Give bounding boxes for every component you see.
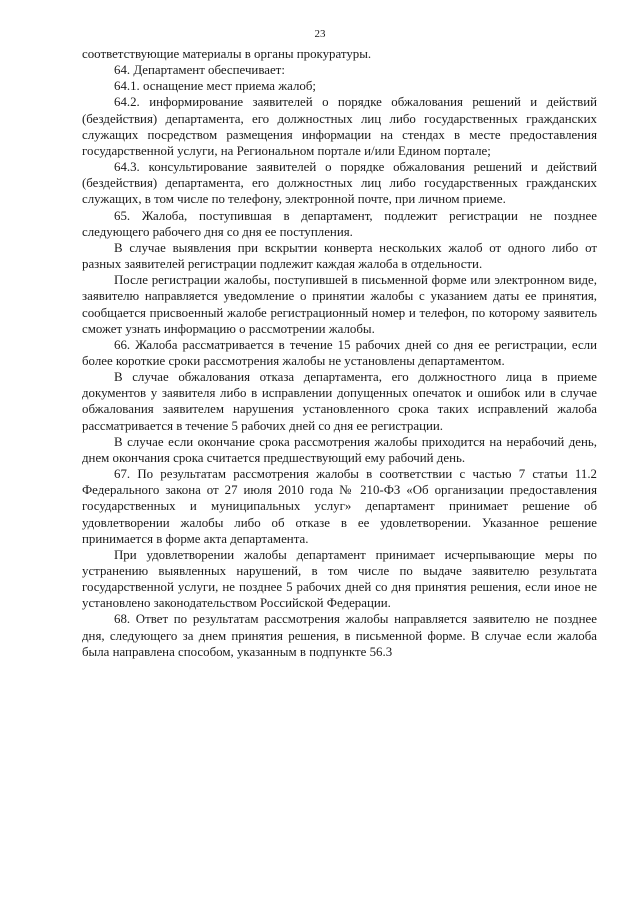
paragraph: 64.3. консультирование заявителей о порядке обжалования решений и действий (бездействия) департамента, его должностных лиц либо государственных гражданских служащих, в том числе по телефону, электронной почте, при личном приеме. [82,160,597,207]
paragraph: В случае выявления при вскрытии конверта нескольких жалоб от одного либо от разных заявителей регистрации подлежит каждая жалоба в отдельности. [82,240,597,272]
page-number: 23 [314,28,326,40]
paragraph: При удовлетворении жалобы департамент принимает исчерпывающие меры по устранению выявленных нарушений, в том числе по выдаче заявителю результата государственной услуги, не позднее 5 рабочих дней со дня принятия решения, если иное не установлено законодательством Российской Федерации. [82,547,597,611]
paragraph: В случае если окончание срока рассмотрения жалобы приходится на нерабочий день, днем окончания срока считается предшествующий ему рабочий день. [82,434,597,465]
paragraph: 64. Департамент обеспечивает: [114,63,285,78]
paragraph: 64.1. оснащение мест приема жалоб; [114,79,317,94]
paragraph: После регистрации жалобы, поступившей в письменной форме или электронном виде, заявителю направляется уведомление о принятии жалобы с указанием даты ее принятия, сообщается присвоенный жалобе регистрационный номер и телефон, по которому заявитель сможет узнать информацию о рассмотрении жалобы. [82,273,597,336]
paragraph: 67. По результатам рассмотрения жалобы в соответствии с частью 7 статьи 11.2 Федерального закона от 27 июля 2010 года № 210-ФЗ «Об организации предоставления государственных и муниципальных услуг» департамент принимает решение об удовлетворении жалобы либо об отказе в ее удовлетворении. Указанное решение принимается в форме акта департамента. [82,467,597,546]
paragraph: 66. Жалоба рассматривается в течение 15 рабочих дней со дня ее регистрации, если более короткие сроки рассмотрения жалобы не установлены департаментом. [82,337,597,368]
paragraph: 68. Ответ по результатам рассмотрения жалобы направляется заявителю не позднее дня, следующего за днем принятия решения, в письменной форме. В случае если жалоба была направлена способом, указанным в подпункте 56.3 [82,612,597,659]
document-body [82,46,597,660]
paragraph: соответствующие материалы в органы прокуратуры. [82,47,372,61]
paragraph: В случае обжалования отказа департамента, его должностного лица в приеме документов у заявителя либо в исправлении допущенных опечаток и ошибок или в случае обжалования заявителем нарушения установленного срока таких исправлений жалоба рассматривается в течение 5 рабочих дней со дня ее регистрации. [82,370,597,433]
paragraph: 64.2. информирование заявителей о порядке обжалования решений и действий (бездействия) департамента, его должностных лиц либо государственных гражданских служащих посредством размещения информации на стендах в месте предоставления государственной услуги, на Региональном портале и/или Едином портале; [82,95,597,158]
paragraph: 65. Жалоба, поступившая в департамент, подлежит регистрации не позднее следующего рабочего дня со дня ее поступления. [82,208,597,239]
